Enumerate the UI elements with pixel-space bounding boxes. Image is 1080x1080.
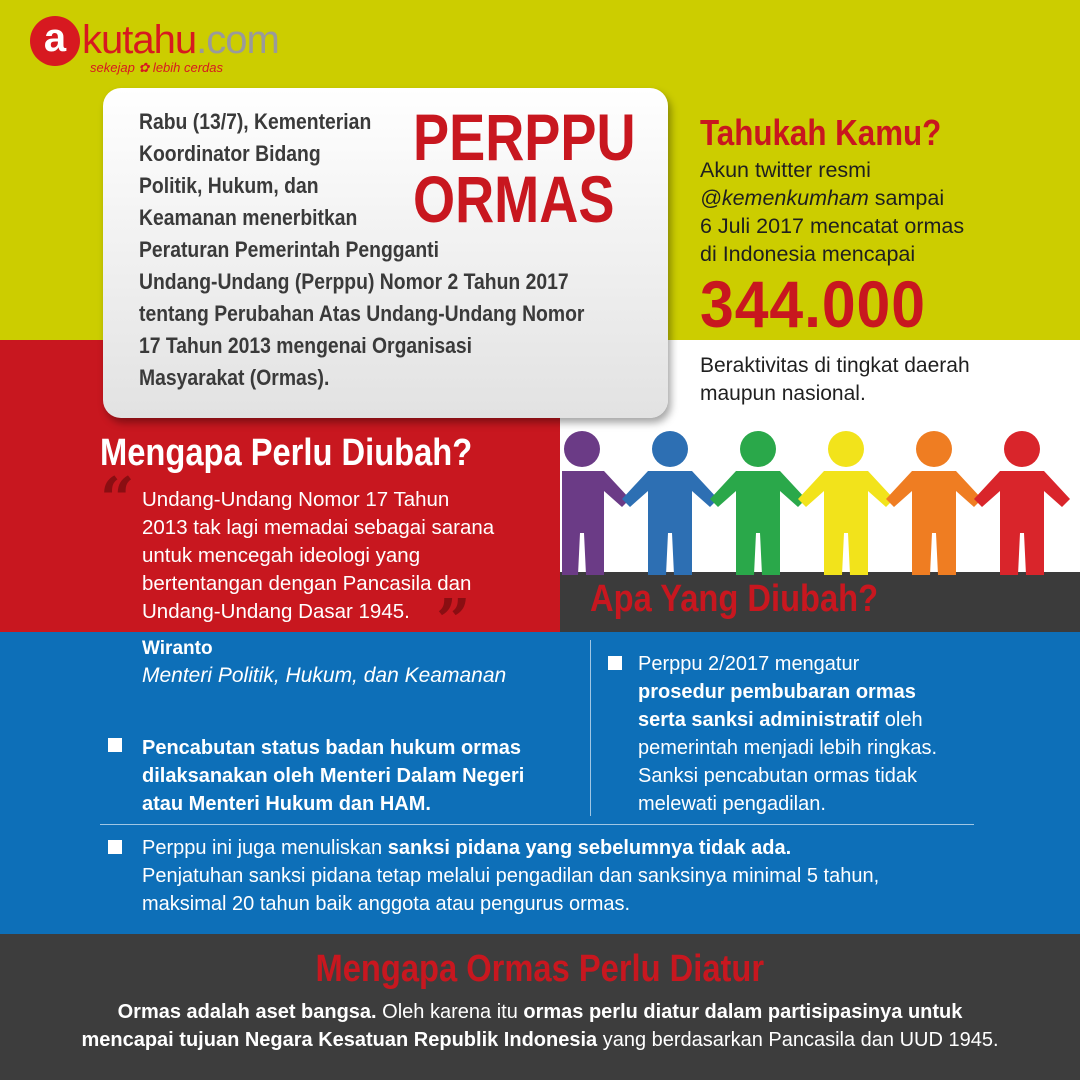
divider [100, 824, 974, 825]
fact-body: Akun twitter resmi @kemenkumham sampai 6 Juli 2017 mencatat ormas di Indonesia mencapai [700, 158, 965, 266]
fact-title: Tahukah Kamu? [700, 112, 942, 153]
changes-title: Apa Yang Diubah? [590, 578, 879, 620]
change-item-procedure: Perppu 2/2017 mengatur prosedur pembubaran ormas serta sanksi administratif oleh pemerintah menjadi lebih ringkas. Sanksi pencabutan ormas tidak melewati pengadilan. [638, 653, 938, 815]
fact-note: Beraktivitas di tingkat daerah maupun nasional. [700, 354, 970, 405]
people-chain-illustration [562, 425, 1080, 575]
open-quote-icon: “ [100, 465, 135, 535]
ormas-count: 344.000 [700, 267, 926, 341]
quote-author: Wiranto [142, 638, 213, 659]
person-figure [562, 431, 630, 575]
intro-text: Rabu (13/7), Kementerian Koordinator Bidang Politik, Hukum, dan Keamanan menerbitkan Peraturan Pemerintah Pengganti Undang-Undang (Perppu) Nomor 2 Tahun 2017 tentang Perubahan Atas Undang-Undang Nomor 17 Tahun 2013 mengenai Organisasi Masyarakat (Ormas). [139, 109, 585, 390]
quote-author-role: Menteri Politik, Hukum, dan Keamanan [142, 664, 507, 687]
footer-text: Ormas adalah aset bangsa. Oleh karena itu ormas perlu diatur dalam partisipasinya untuk mencapai tujuan Negara Kesatuan Republik Indonesia yang berdasarkan Pancasila dan UUD 1945. [81, 1001, 999, 1051]
logo-name: kutahu.com [82, 18, 279, 62]
person-figure [798, 431, 894, 575]
person-figure [710, 431, 806, 575]
divider [590, 640, 591, 816]
intro-card [103, 88, 668, 418]
change-item-criminal-sanction: Perppu ini juga menuliskan sanksi pidana yang sebelumnya tidak ada. Penjatuhan sanksi pidana tetap melalui pengadilan dan sanksinya minimal 5 tahun, maksimal 20 tahun baik anggota atau pengurus ormas. [142, 837, 880, 915]
reason-title: Mengapa Perlu Diubah? [100, 432, 473, 474]
change-item-revocation: Pencabutan status badan hukum ormas dilaksanakan oleh Menteri Dalam Negeri atau Menteri Hukum dan HAM. [142, 737, 525, 815]
logo-mark: a [30, 16, 80, 66]
footer-title: Mengapa Ormas Perlu Diatur [315, 948, 765, 990]
person-figure [886, 431, 982, 575]
person-figure [622, 431, 718, 575]
reason-quote: Undang-Undang Nomor 17 Tahun 2013 tak lagi memadai sebagai sarana untuk mencegah ideologi yang bertentangan dengan Pancasila dan Undang-Undang Dasar 1945. [142, 488, 495, 623]
bullet-icon [108, 840, 122, 854]
bullet-icon [108, 738, 122, 752]
close-quote-icon: ” [436, 587, 471, 657]
bullet-icon [608, 656, 622, 670]
person-figure [974, 431, 1070, 575]
logo-tagline: sekejap ✿ lebih cerdas [90, 60, 224, 75]
page-title: PERPPU ORMAS [413, 100, 636, 236]
twitter-handle: @kemenkumham [700, 186, 869, 210]
